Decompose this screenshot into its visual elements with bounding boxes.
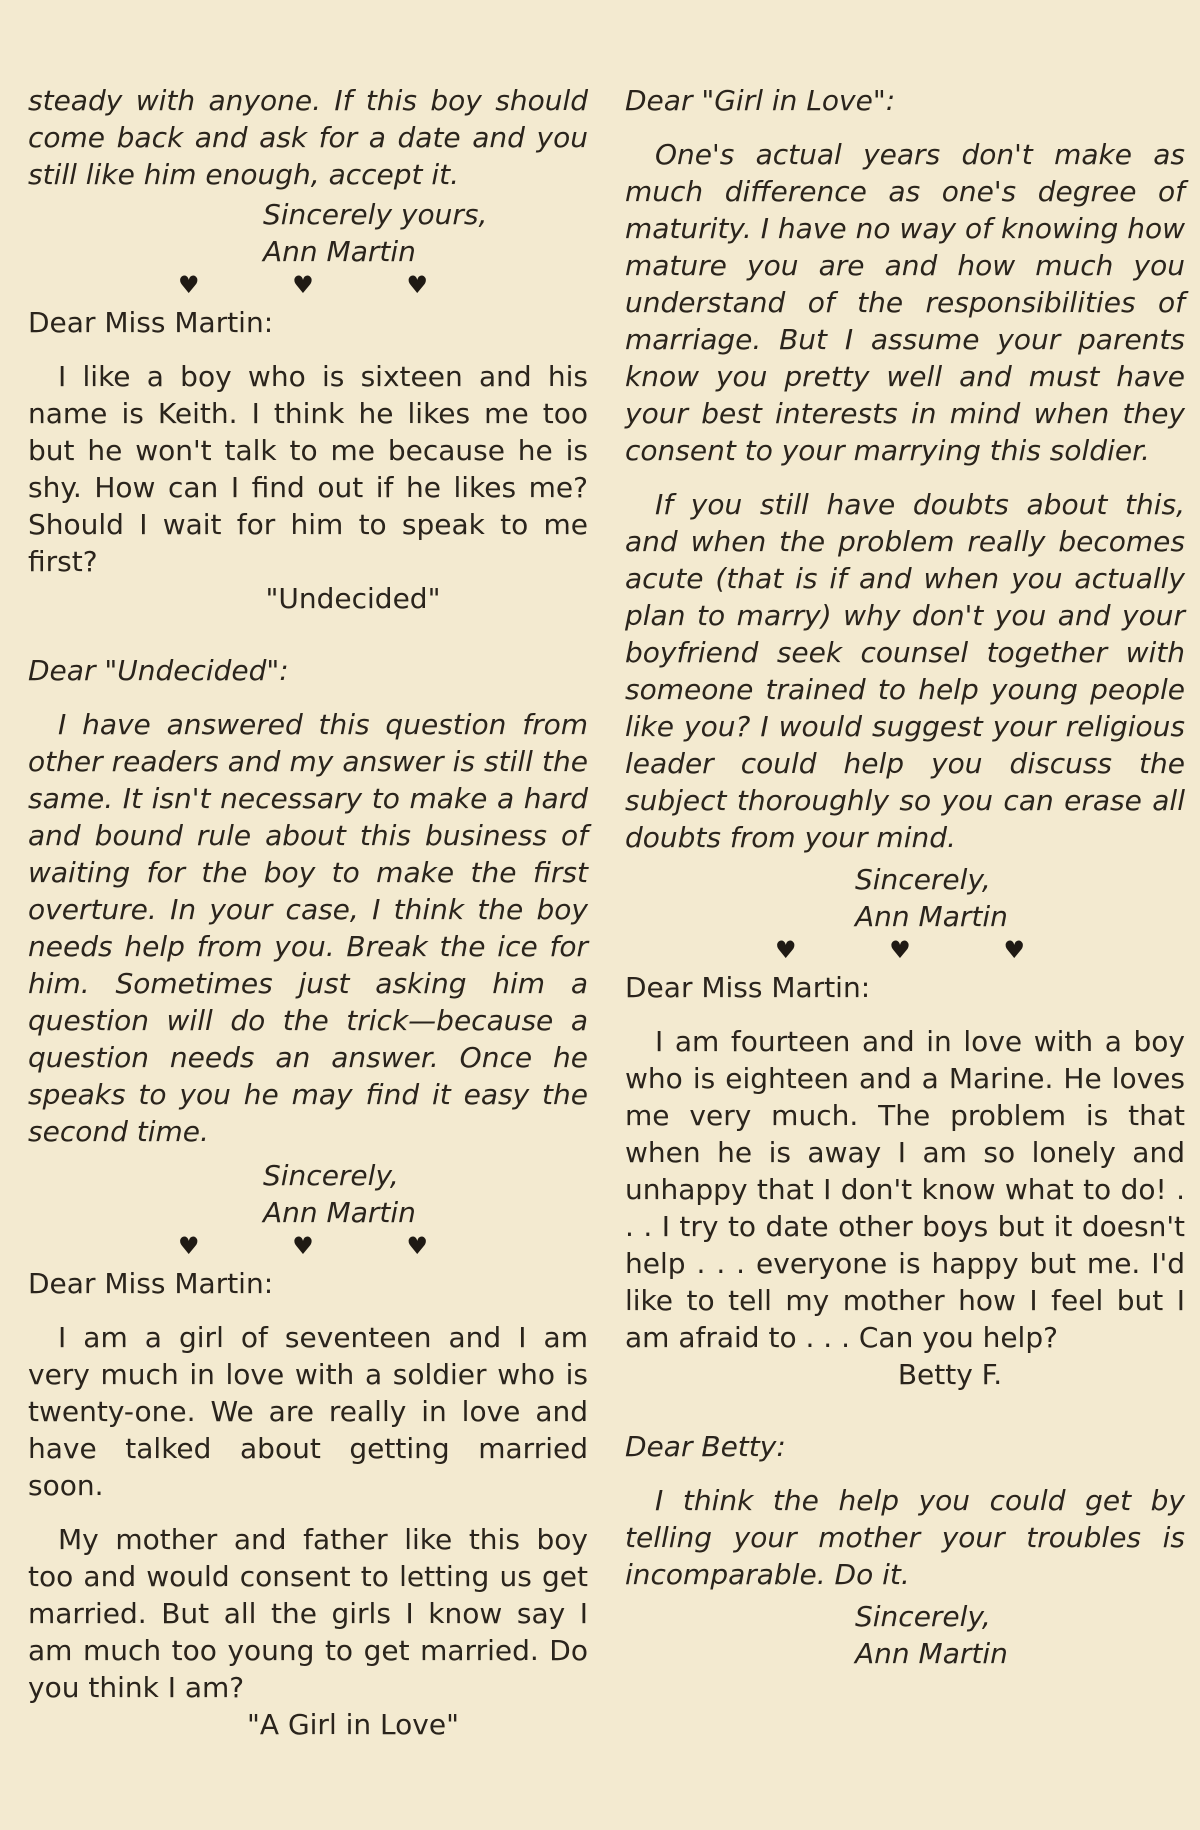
heart-icon: ♥ <box>1003 936 1025 964</box>
letter-paragraph: I am fourteen and in love with a boy who is eighteen and a Marine. He loves me very much. The problem is that when he is away I am so lonely and unhappy that I don't know what to do! . . . I try to date other boys but it doesn't help . . . everyone is happy but me. I'd like to tell my mother how I feel but I am afraid to . . . Can you help? <box>625 1025 1185 1354</box>
letter-salutation: Dear Miss Martin: <box>28 306 274 339</box>
heart-icon: ♥ <box>292 1232 314 1260</box>
letter-salutation: Dear Miss Martin: <box>28 1267 274 1300</box>
letter-signoff: "A Girl in Love" <box>247 1708 459 1741</box>
signature-closing: Sincerely yours, <box>263 198 488 231</box>
heart-icon: ♥ <box>889 936 911 964</box>
signature-closing: Sincerely, <box>855 1600 991 1633</box>
reply-paragraph: I think the help you could get by telling your mother your troubles is incomparable. Do it. <box>625 1484 1185 1591</box>
letter-paragraph: My mother and father like this boy too and would consent to letting us get married. But all the girls I know say I am much too young to get married. Do you think I am? <box>28 1523 588 1704</box>
right-column <box>625 82 1185 1672</box>
reply-paragraph: One's actual years don't make as much difference as one's degree of maturity. I have no way of knowing how mature you are and how much you understand of the responsibilities of marriage. But I assume your parents know you pretty well and must have your best interests in mind when they consent to your marrying this soldier. <box>625 138 1185 467</box>
heart-icon: ♥ <box>775 936 797 964</box>
heart-divider <box>178 1231 428 1261</box>
heart-icon: ♥ <box>178 1232 200 1260</box>
letter-paragraph: I like a boy who is sixteen and his name is Keith. I think he likes me too but he won't talk to me because he is shy. How can I find out if he likes me? Should I wait for him to speak to me first? <box>28 360 588 578</box>
left-column <box>28 82 588 1743</box>
heart-divider <box>775 935 1025 965</box>
signature-closing: Sincerely, <box>855 863 991 896</box>
reply-paragraph: If you still have doubts about this, and when the problem really becomes acute (that is if and when you actually plan to marry) why don't you and your boyfriend seek counsel together with someone trained to help young people like you? I would suggest your religious leader could help you discuss the subject thoroughly so you can erase all doubts from your mind. <box>625 488 1185 854</box>
letter-salutation: Dear Miss Martin: <box>625 971 871 1004</box>
signature-closing: Sincerely, <box>263 1159 399 1192</box>
heart-icon: ♥ <box>406 1232 428 1260</box>
reply-salutation: Dear Betty: <box>625 1430 786 1463</box>
heart-icon: ♥ <box>406 271 428 299</box>
reply-salutation: Dear "Girl in Love": <box>625 84 896 117</box>
signature-name: Ann Martin <box>263 235 416 268</box>
signature-name: Ann Martin <box>855 1637 1008 1670</box>
heart-icon: ♥ <box>292 271 314 299</box>
reply-paragraph: steady with anyone. If this boy should come back and ask for a date and you still like him enough, accept it. <box>28 84 588 191</box>
letter-signoff: "Undecided" <box>265 582 441 615</box>
signature-name: Ann Martin <box>263 1196 416 1229</box>
signature-name: Ann Martin <box>855 900 1008 933</box>
heart-icon: ♥ <box>178 271 200 299</box>
reply-paragraph: I have answered this question from other readers and my answer is still the same. It isn't necessary to make a hard and bound rule about this business of waiting for the boy to make the first overture. In your case, I think the boy needs help from you. Break the ice for him. Sometimes just asking him a question will do the trick—because a question needs an answer. Once he speaks to you he may find it easy the second time. <box>28 708 588 1148</box>
reply-salutation: Dear "Undecided": <box>28 654 289 687</box>
heart-divider <box>178 270 428 300</box>
letter-paragraph: I am a girl of seventeen and I am very much in love with a soldier who is twenty-one. We are really in love and have talked about getting married soon. <box>28 1321 588 1502</box>
letter-signoff: Betty F. <box>897 1358 1003 1391</box>
